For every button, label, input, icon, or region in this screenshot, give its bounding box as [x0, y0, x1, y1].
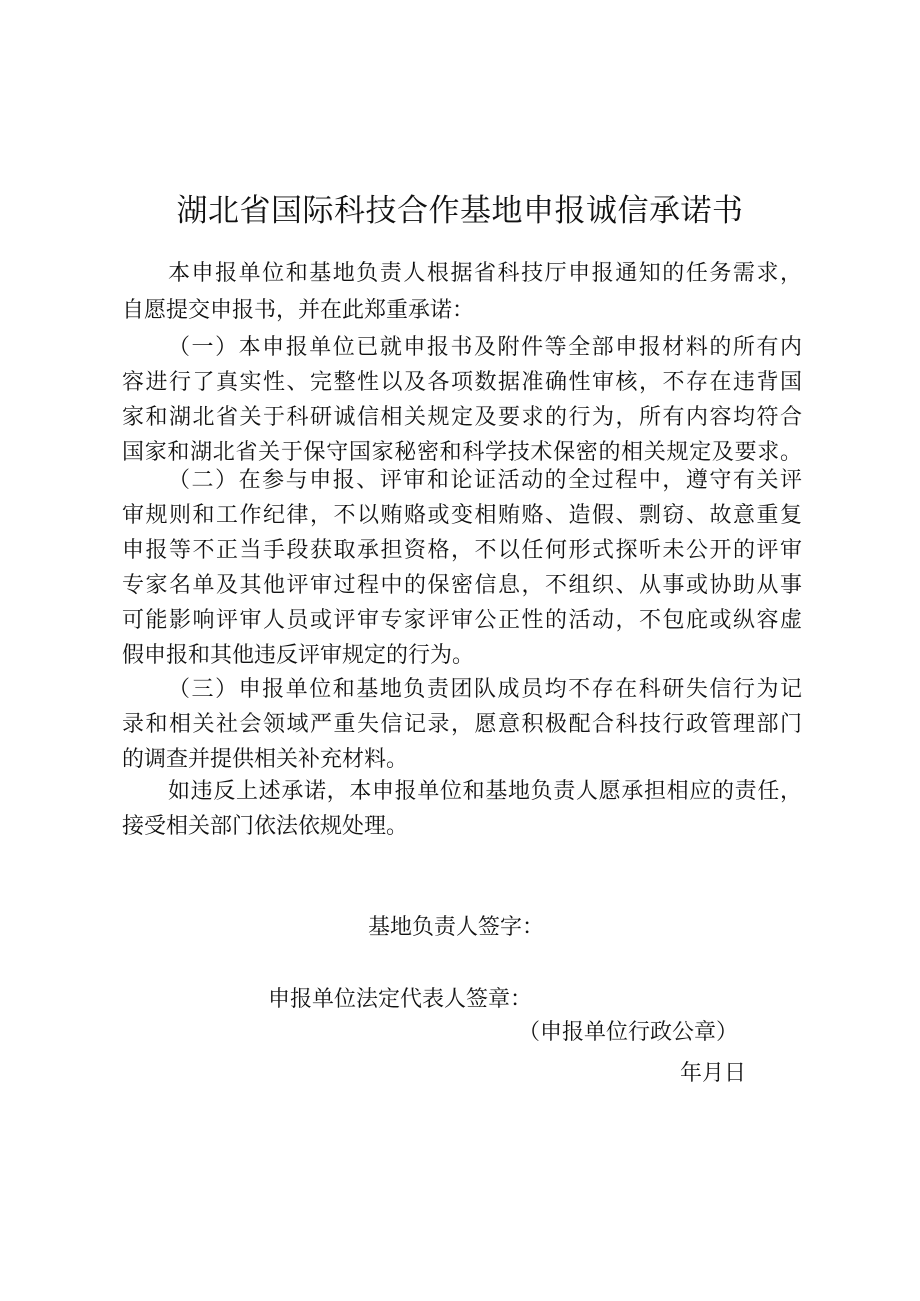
paragraph-line: （二）在参与申报、评审和论证活动的全过程中，遵守有关评 — [168, 468, 802, 493]
paragraph-line: 可能影响评审人员或评审专家评审公正性的活动，不包庇或纵容虚 — [122, 608, 802, 633]
paragraph-line: 容进行了真实性、完整性以及各项数据准确性审核，不存在违背国 — [122, 370, 802, 395]
legal-representative-seal-label: 申报单位法定代表人签章： — [268, 987, 533, 1012]
paragraph-line: 录和相关社会领域严重失信记录，愿意积极配合科技行政管理部门 — [122, 712, 802, 737]
paragraph-line: 的调查并提供相关补充材料。 — [122, 747, 409, 772]
paragraph-line: 专家名单及其他评审过程中的保密信息，不组织、从事或协助从事 — [122, 573, 802, 598]
paragraph-line: 如违反上述承诺，本申报单位和基地负责人愿承担相应的责任， — [168, 779, 802, 804]
paragraph-line: 本申报单位和基地负责人根据省科技厅申报通知的任务需求， — [168, 261, 802, 286]
paragraph-line: （一）本申报单位已就申报书及附件等全部申报材料的所有内 — [168, 335, 802, 360]
paragraph-line: 国家和湖北省关于保守国家秘密和科学技术保密的相关规定及要求。 — [122, 440, 802, 465]
base-leader-signature-label: 基地负责人签字： — [368, 915, 545, 940]
paragraph-line: 审规则和工作纪律，不以贿赂或变相贿赂、造假、剽窃、故意重复 — [122, 503, 802, 528]
page-title: 湖北省国际科技合作基地申报诚信承诺书 — [176, 192, 744, 229]
paragraph-line: 接受相关部门依法依规处理。 — [122, 814, 409, 839]
paragraph-line: （三）申报单位和基地负责团队成员均不存在科研失信行为记 — [168, 677, 802, 702]
paragraph-line: 申报等不正当手段获取承担资格，不以任何形式探听未公开的评审 — [122, 538, 802, 563]
date-label: 年月日 — [680, 1061, 747, 1086]
paragraph-line: 家和湖北省关于科研诚信相关规定及要求的行为，所有内容均符合 — [122, 405, 802, 430]
official-seal-note: （申报单位行政公章） — [518, 1020, 739, 1045]
paragraph-line: 假申报和其他违反评审规定的行为。 — [122, 643, 475, 668]
paragraph-line: 自愿提交申报书，并在此郑重承诺： — [122, 298, 475, 323]
